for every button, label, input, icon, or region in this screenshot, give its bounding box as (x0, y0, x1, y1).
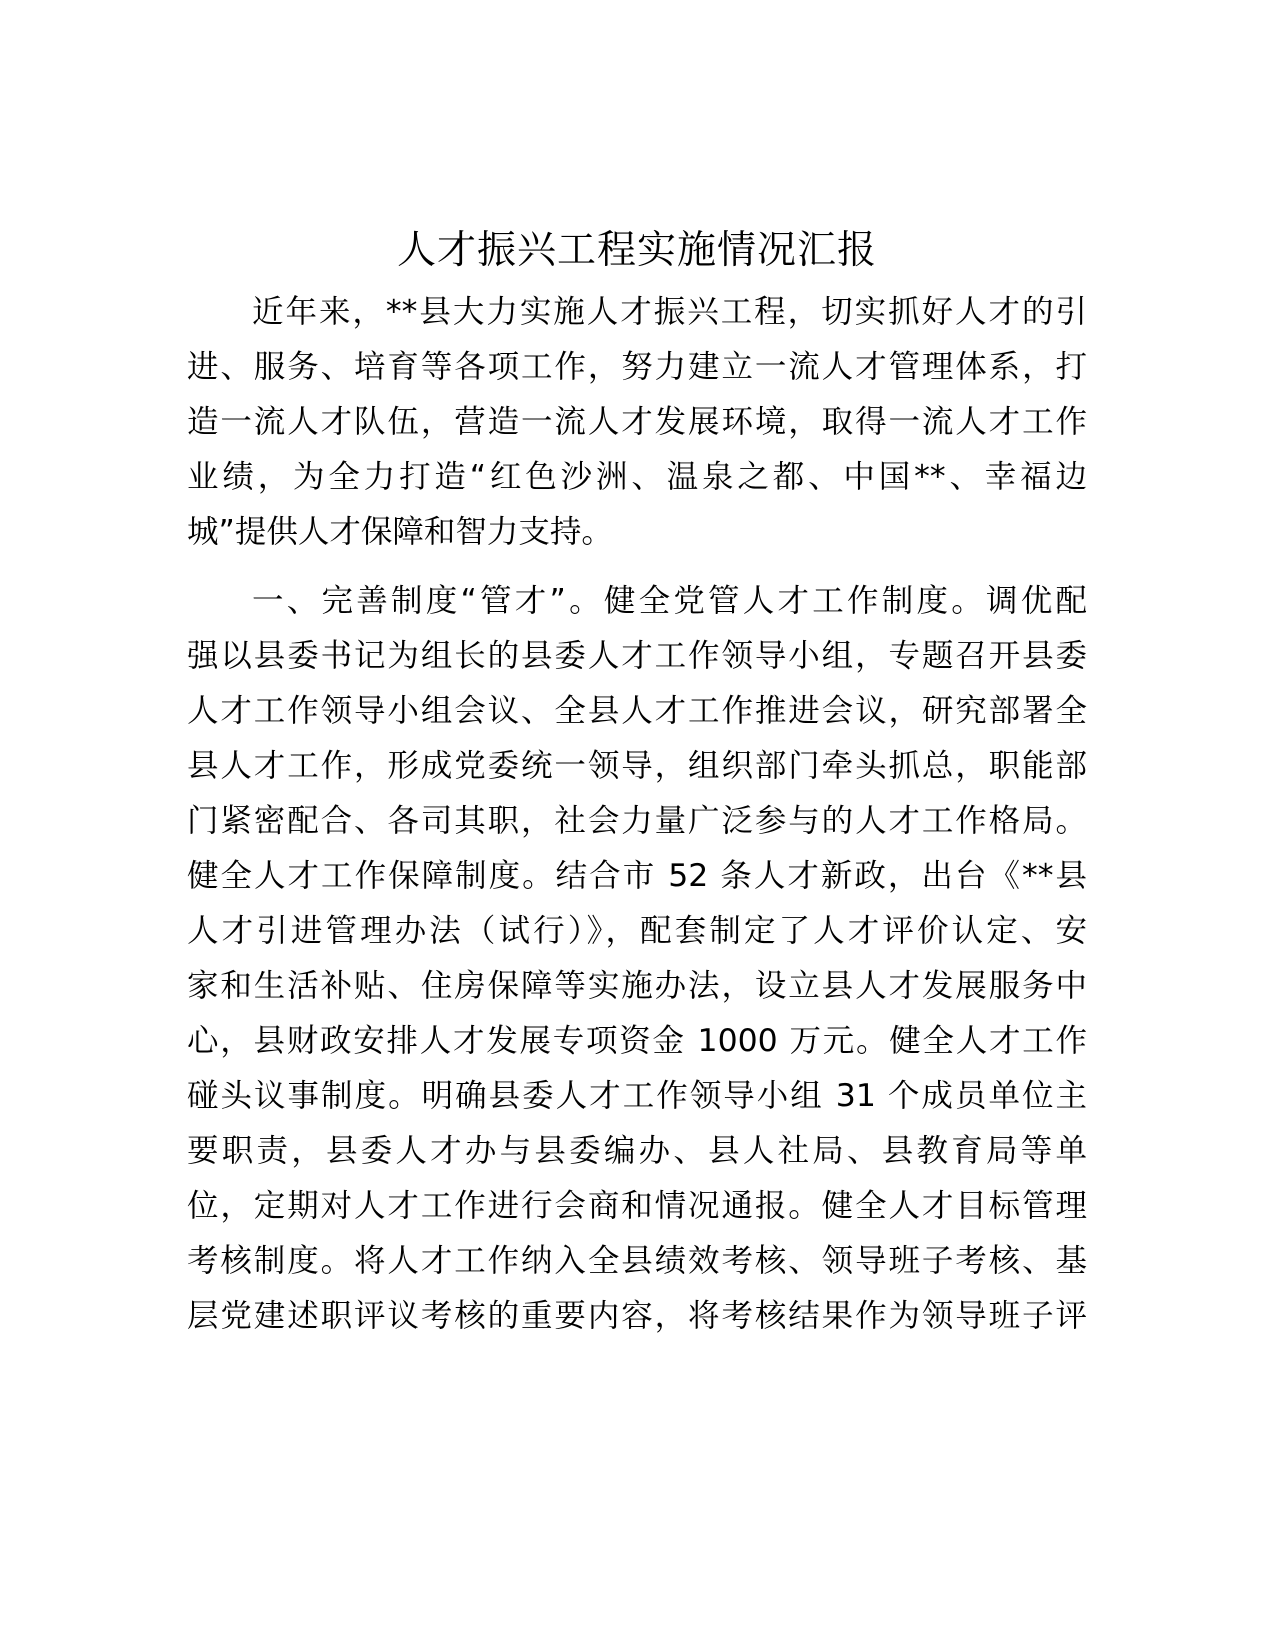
paragraph-2-line-14 (187, 1287, 1087, 1345)
paragraph-2-line-10 (187, 1067, 1087, 1125)
paragraph-2-line-1 (252, 572, 1087, 630)
paragraph-2-line-13 (187, 1232, 1087, 1290)
text-line: 强以县委书记为组长的县委人才工作领导小组，专题召开县委 (187, 638, 1087, 674)
document-title: 人才振兴工程实施情况汇报 (396, 228, 877, 273)
text-line: 一、完善制度“管才”。健全党管人才工作制度。调优配 (252, 583, 1087, 619)
text-line: 层党建述职评议考核的重要内容，将考核结果作为领导班子评 (187, 1298, 1087, 1334)
text-line: 县人才工作，形成党委统一领导，组织部门牵头抓总，职能部 (187, 748, 1087, 784)
paragraph-2-line-6 (187, 847, 1087, 905)
paragraph-2-line-5 (187, 792, 1087, 850)
paragraph-2-line-3 (187, 682, 1087, 740)
paragraph-2-line-11 (187, 1122, 1087, 1180)
text-line: 家和生活补贴、住房保障等实施办法，设立县人才发展服务中 (187, 968, 1087, 1004)
paragraph-1-line-5 (187, 503, 1087, 561)
text-line: 造一流人才队伍，营造一流人才发展环境，取得一流人才工作 (187, 404, 1087, 440)
text-line: 健全人才工作保障制度。结合市 52 条人才新政，出台《**县 (187, 858, 1087, 894)
paragraph-2-line-9 (187, 1012, 1087, 1070)
paragraph-2-line-4 (187, 737, 1087, 795)
text-line: 人才工作领导小组会议、全县人才工作推进会议，研究部署全 (187, 693, 1087, 729)
paragraph-1-line-3 (187, 393, 1087, 451)
text-line: 心，县财政安排人才发展专项资金 1000 万元。健全人才工作 (187, 1023, 1087, 1059)
text-line: 位，定期对人才工作进行会商和情况通报。健全人才目标管理 (187, 1188, 1087, 1224)
text-line: 城”提供人才保障和智力支持。 (187, 514, 613, 550)
paragraph-1-line-4 (187, 448, 1087, 506)
paragraph-2-line-2 (187, 627, 1087, 685)
paragraph-2-line-12 (187, 1177, 1087, 1235)
text-line: 门紧密配合、各司其职，社会力量广泛参与的人才工作格局。 (187, 803, 1087, 839)
text-line: 近年来，**县大力实施人才振兴工程，切实抓好人才的引 (252, 294, 1087, 330)
paragraph-1-line-2 (187, 338, 1087, 396)
text-line: 考核制度。将人才工作纳入全县绩效考核、领导班子考核、基 (187, 1243, 1087, 1279)
text-line: 业绩，为全力打造“红色沙洲、温泉之都、中国**、幸福边 (187, 459, 1087, 495)
text-line: 进、服务、培育等各项工作，努力建立一流人才管理体系，打 (187, 349, 1087, 385)
text-line: 要职责，县委人才办与县委编办、县人社局、县教育局等单 (187, 1133, 1087, 1169)
paragraph-1-line-1 (252, 283, 1087, 341)
text-line: 碰头议事制度。明确县委人才工作领导小组 31 个成员单位主 (187, 1078, 1087, 1114)
paragraph-2-line-7 (187, 902, 1087, 960)
text-line: 人才引进管理办法（试行）》，配套制定了人才评价认定、安 (187, 913, 1087, 949)
paragraph-2-line-8 (187, 957, 1087, 1015)
